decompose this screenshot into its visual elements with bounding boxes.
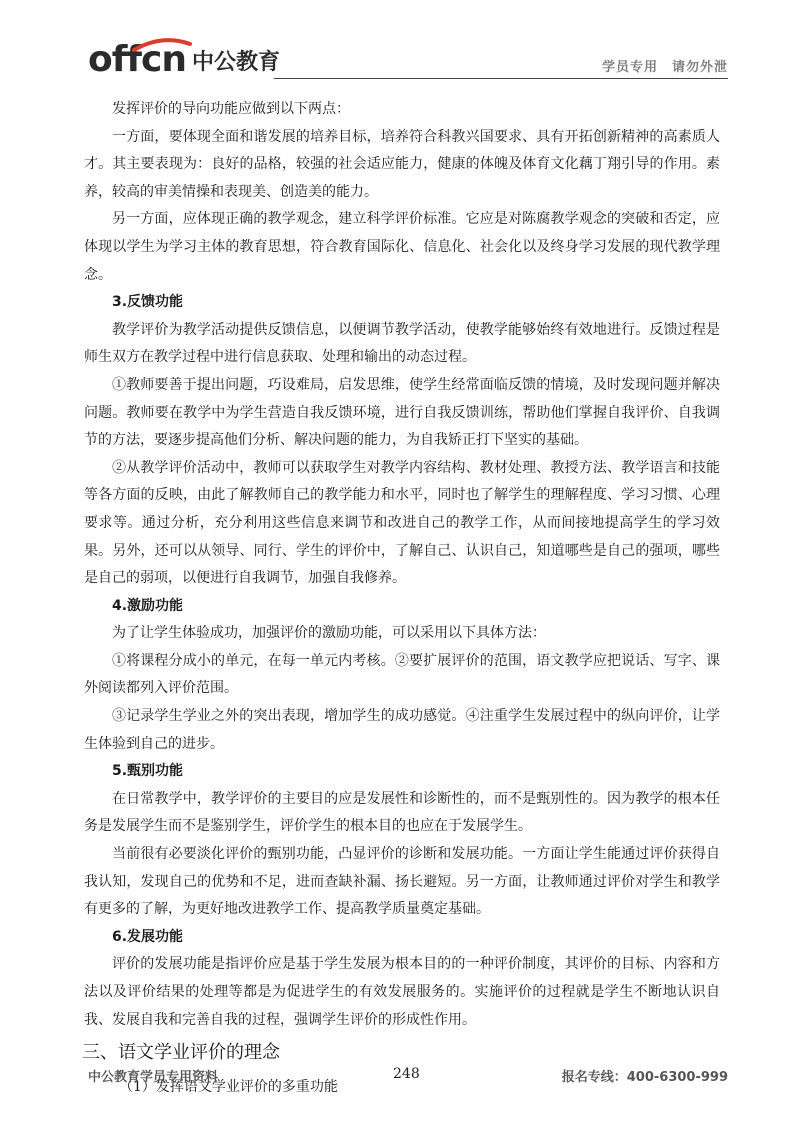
page-footer [88, 1066, 728, 1090]
header-tag-confidential: 请勿外泄 [671, 60, 728, 75]
subsection-item: （1）发挥语文学业评价的多重功能 [119, 1079, 338, 1096]
paragraph: 另一方面，应体现正确的教学观念，建立科学评价标准。它应是对陈腐教学观念的突破和否定，应体现以学生为学习主体的教育思想，符合教育国际化、信息化、社会化以及终身学习发展的现代教学理念。 [84, 211, 720, 283]
paragraph: ①将课程分成小的单元，在每一单元内考核。②要扩展评价的范围，语文教学应把说话、写字、课外阅读都列入评价范围。 [84, 652, 720, 697]
paragraph: ①教师要善于提出问题，巧设难局，启发思维，使学生经常面临反馈的情境，及时发现问题并解决问题。教师要在教学中为学生营造自我反馈环境，进行自我反馈训练，帮助他们掌握自我评价、自我调节的方法，要逐步提高他们分析、解决问题的能力，为自我矫正打下坚实的基础。 [84, 376, 720, 449]
logo-swoosh-icon [132, 38, 192, 52]
heading-development-function: 6.发展功能 [112, 928, 184, 945]
paragraph: 教学评价为教学活动提供反馈信息，以便调节教学活动，使教学能够始终有效地进行。反馈过程是师生双方在教学过程中进行信息获取、处理和输出的动态过程。 [84, 321, 720, 366]
header-divider [274, 78, 728, 79]
heading-feedback-function: 3.反馈功能 [112, 294, 184, 311]
paragraph: ②从教学评价活动中，教师可以获取学生对教学内容结构、教材处理、教授方法、教学语言和技能等各方面的反映，由此了解教师自己的教学能力和水平，同时也了解学生的理解程度、学习习惯、心理要求等。通过分析，充分利用这些信息来调节和改进自己的教学工作，从而间接地提高学生的学习效果。另外，还可以从领导、同行、学生的评价中，了解自己、认识自己，知道哪些是自己的强项，哪些是自己的弱项，以便进行自我调节，加强自我修养。 [84, 459, 720, 587]
heading-incentive-function: 4.激励功能 [112, 597, 184, 614]
header-tagline [602, 56, 728, 75]
section-title: 三、语文学业评价的理念 [82, 1042, 280, 1064]
offcn-logo [88, 40, 280, 80]
paragraph: 在日常教学中，教学评价的主要目的应是发展性和诊断性的，而不是甄别性的。因为教学的根本任务是发展学生而不是鉴别学生，评价学生的根本目的也应在于发展学生。 [84, 790, 720, 835]
paragraph: 当前很有必要淡化评价的甄别功能，凸显评价的诊断和发展功能。一方面让学生能通过评价获得自我认知，发现自己的优势和不足，进而查缺补漏、扬长避短。另一方面，让教师通过评价对学生和教学有更多的了解，为更好地改进教学工作、提高教学质量奠定基础。 [84, 846, 720, 918]
page-header [88, 40, 728, 84]
footer-hotline: 报名专线：400-6300-999 [561, 1070, 728, 1085]
paragraph: 发挥评价的导向功能应做到以下两点： [112, 101, 350, 117]
paragraph: 一方面，要体现全面和谐发展的培养目标，培养符合科教兴国要求、具有开拓创新精神的高素质人才。其主要表现为：良好的品格，较强的社会适应能力，健康的体魄及体育文化藕丁翔引导的作用。素养，较高的审美情操和表现美、创造美的能力。 [84, 128, 720, 200]
footer-material-label: 中公教育学员专用资料 [88, 1070, 219, 1085]
logo-wordmark: offcn [88, 39, 187, 80]
document-body [84, 96, 720, 1102]
paragraph: 评价的发展功能是指评价应是基于学生发展为根本目的的一种评价制度，其评价的目标、内容和方法以及评价结果的处理等都是为促进学生的有效发展服务的。实施评价的过程就是学生不断地认识自我、发展自我和完善自我的过程，强调学生评价的形成性作用。 [84, 956, 720, 1028]
header-tag-members-only: 学员专用 [601, 60, 658, 75]
paragraph: ③记录学生学业之外的突出表现，增加学生的成功感觉。④注重学生发展过程中的纵向评价，让学生体验到自己的进步。 [84, 708, 720, 752]
page-number: 248 [393, 1066, 420, 1082]
logo-chinese: 中公教育 [192, 50, 281, 75]
heading-screening-function: 5.甄别功能 [112, 763, 184, 780]
paragraph: 为了让学生体验成功，加强评价的激励功能，可以采用以下具体方法： [112, 625, 546, 642]
